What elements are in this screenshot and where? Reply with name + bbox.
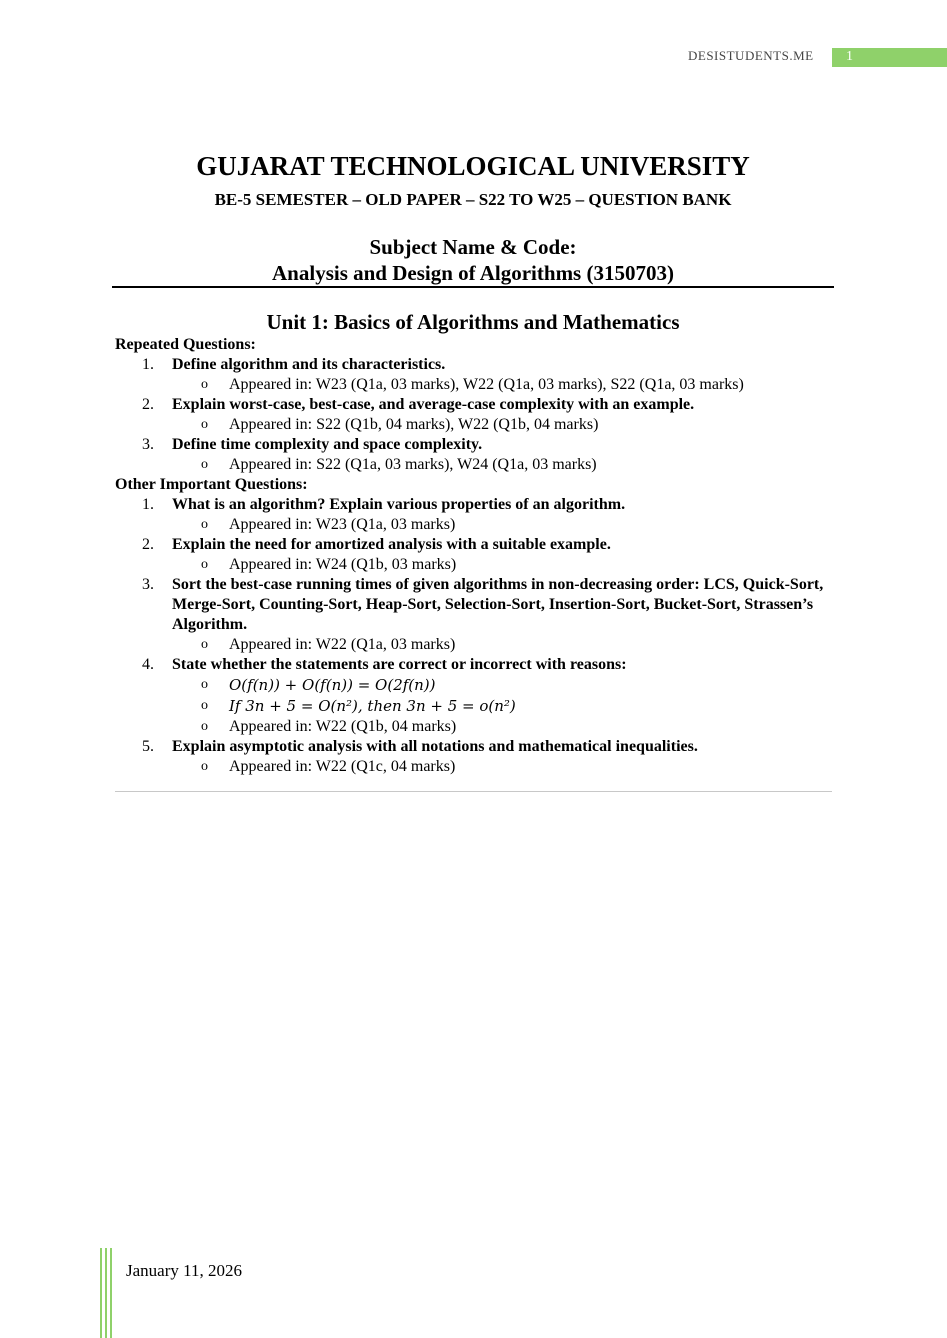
- bullet-icon: o: [201, 698, 208, 713]
- note-text: If 3𝑛 + 5 = 𝑂(𝑛²), then 3𝑛 + 5 = 𝑜(𝑛²): [229, 697, 516, 715]
- note-text: Appeared in: W24 (Q1b, 03 marks): [229, 556, 457, 573]
- note-text: Appeared in: W22 (Q1b, 04 marks): [229, 718, 457, 735]
- question-note: [115, 455, 835, 475]
- question-number: 3.: [142, 436, 154, 453]
- subject-label: Subject Name & Code:: [369, 235, 577, 259]
- page-number-badge: [832, 48, 947, 67]
- question-note: [115, 415, 835, 435]
- note-text: Appeared in: W23 (Q1a, 03 marks), W22 (Q1a, 03 marks), S22 (Q1a, 03 marks): [229, 376, 744, 393]
- note-text: Appeared in: W22 (Q1a, 03 marks): [229, 636, 456, 653]
- footer-date: January 11, 2026: [126, 1261, 242, 1280]
- question-item: [115, 655, 835, 675]
- note-text: Appeared in: W23 (Q1a, 03 marks): [229, 516, 456, 533]
- question-note: [115, 375, 835, 395]
- question-text: Explain the need for amortized analysis with a suitable example.: [172, 536, 611, 553]
- bullet-icon: o: [201, 377, 208, 392]
- bullet-icon: o: [201, 637, 208, 652]
- question-text: State whether the statements are correct or incorrect with reasons:: [172, 656, 627, 673]
- question-number: 5.: [142, 738, 154, 755]
- bullet-icon: o: [201, 557, 208, 572]
- bullet-icon: o: [201, 719, 208, 734]
- question-item: [115, 355, 835, 375]
- question-text: Explain worst-case, best-case, and average-case complexity with an example.: [172, 396, 695, 413]
- bullet-icon: o: [201, 677, 208, 692]
- repeated-heading: Repeated Questions:: [115, 336, 256, 353]
- question-text: Explain asymptotic analysis with all notations and mathematical inequalities.: [172, 738, 698, 755]
- repeated-question-list: [115, 355, 835, 475]
- question-number: 2.: [142, 396, 154, 413]
- page-number: 1: [846, 49, 853, 64]
- question-text: Sort the best-case running times of given algorithms in non-decreasing order: LCS, Quick-Sort, Merge-Sort, Counting-Sort, Heap-Sort, Selection-Sort, Insertion-Sort, Bucket-Sort, Strassen’s Algorithm.: [172, 576, 824, 633]
- question-item: [115, 435, 835, 455]
- question-item: [115, 575, 835, 635]
- question-item: [115, 395, 835, 415]
- subject-name-code: Analysis and Design of Algorithms (3150703): [272, 261, 674, 285]
- title-divider: [112, 286, 834, 288]
- content-end-divider: [115, 791, 832, 792]
- question-item: [115, 495, 835, 515]
- question-number: 2.: [142, 536, 154, 553]
- bullet-icon: o: [201, 417, 208, 432]
- footer-accent-bars: [100, 1248, 114, 1338]
- document-subtitle: BE-5 SEMESTER – OLD PAPER – S22 TO W25 – QUESTION BANK: [214, 190, 732, 209]
- document-title: GUJARAT TECHNOLOGICAL UNIVERSITY: [196, 151, 750, 181]
- question-note: [115, 757, 835, 777]
- bullet-icon: o: [201, 759, 208, 774]
- question-text: Define algorithm and its characteristics.: [172, 356, 446, 373]
- question-number: 1.: [142, 496, 154, 513]
- question-number: 1.: [142, 356, 154, 373]
- question-note: [115, 635, 835, 655]
- question-text: What is an algorithm? Explain various properties of an algorithm.: [172, 496, 626, 513]
- question-note: [115, 555, 835, 575]
- question-note: [115, 675, 835, 696]
- question-item: [115, 737, 835, 757]
- question-note: [115, 717, 835, 737]
- unit-title: Unit 1: Basics of Algorithms and Mathematics: [266, 310, 680, 334]
- other-heading: Other Important Questions:: [115, 476, 308, 493]
- other-question-list: [115, 495, 835, 777]
- question-number: 3.: [142, 576, 154, 593]
- note-text: Appeared in: W22 (Q1c, 04 marks): [229, 758, 456, 775]
- bullet-icon: o: [201, 457, 208, 472]
- question-item: [115, 535, 835, 555]
- note-text: Appeared in: S22 (Q1a, 03 marks), W24 (Q1a, 03 marks): [229, 456, 597, 473]
- question-note: [115, 696, 835, 717]
- site-name: DESISTUDENTS.ME: [688, 48, 814, 63]
- note-text: 𝑂(𝑓(𝑛)) + 𝑂(𝑓(𝑛)) = 𝑂(2𝑓(𝑛)): [229, 676, 436, 694]
- question-number: 4.: [142, 656, 154, 673]
- note-text: Appeared in: S22 (Q1b, 04 marks), W22 (Q1b, 04 marks): [229, 416, 599, 433]
- bullet-icon: o: [201, 517, 208, 532]
- question-content: [115, 335, 835, 777]
- question-text: Define time complexity and space complexity.: [172, 436, 483, 453]
- question-note: [115, 515, 835, 535]
